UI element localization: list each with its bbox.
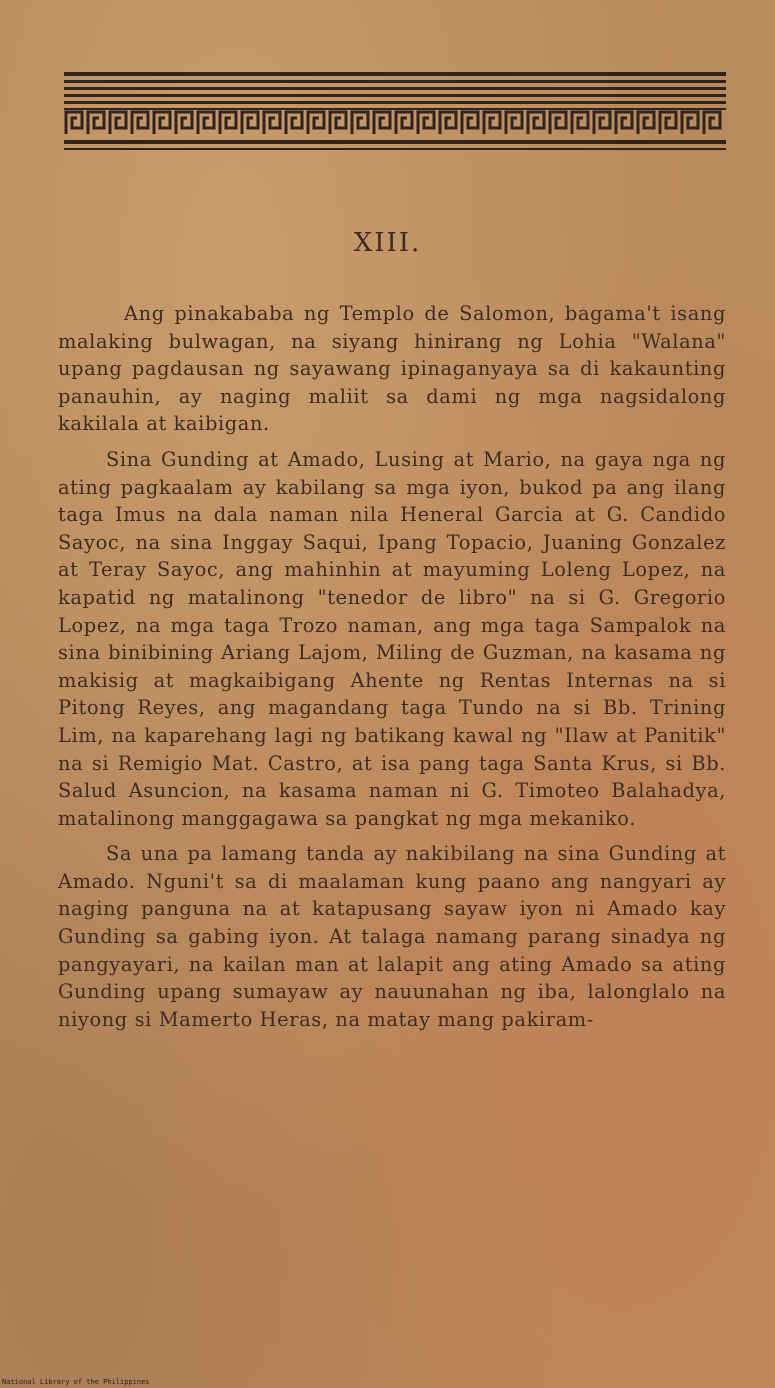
ornamental-header-band (64, 70, 726, 156)
paragraph: Sa una pa lamang tanda ay nakibilang na sina Gunding at Amado. Nguni't sa di maalaman kung paano ang nangyari ay naging panguna na at katapusang sayaw iyon ni Amado kay Gunding sa gabing iyon. At talaga namang parang sinadya ng pangyayari, na kailan man at lalapit ang ating Amado sa ating Gunding upang sumayaw ay nauunahan ng iba, lalonglalo na niyong si Mamerto Heras, na matay mang pakiram- (58, 842, 726, 1031)
ornament-graphic (64, 70, 726, 156)
paragraph: Ang pinakababa ng Templo de Salomon, bagama't isang malaking bulwagan, na siyang hinirang ng Lohia "Walana" upang pagdausan ng sayawang ipinaganyaya sa di kakaunting panauhin, ay naging maliit sa dami ng mga nagsidalong kakilala at kaibigan. (58, 302, 726, 436)
chapter-body (58, 300, 726, 1041)
chapter-number: XIII. (353, 228, 422, 258)
paragraph: Sina Gunding at Amado, Lusing at Mario, na gaya nga ng ating pagkaalam ay kabilang sa mga iyon, bukod pa ang ilang taga Imus na dala naman nila Heneral Garcia at G. Candido Sayoc, na sina Inggay Saqui, Ipang Topacio, Juaning Gonzalez at Teray Sayoc, ang mahinhin at mayuming Loleng Lopez, na kapatid ng matalinong "tenedor de libro" na si G. Gregorio Lopez, na mga taga Trozo naman, ang mga taga Sampalok na sina binibining Ariang Lajom, Miling de Guzman, na kasama ng makisig at magkaibigang Ahente ng Rentas Internas na si Pitong Reyes, ang magandang taga Tundo na si Bb. Trining Lim, na kaparehang lagi ng batikang kawal ng "Ilaw at Panitik" na si Remigio Mat. Castro, at isa pang taga Santa Krus, si Bb. Salud Asuncion, na kasama naman ni G. Timoteo Balahadya, matalinong manggagawa sa pangkat ng mga mekaniko. (58, 447, 726, 830)
library-credit: National Library of the Philippines (2, 1378, 150, 1386)
